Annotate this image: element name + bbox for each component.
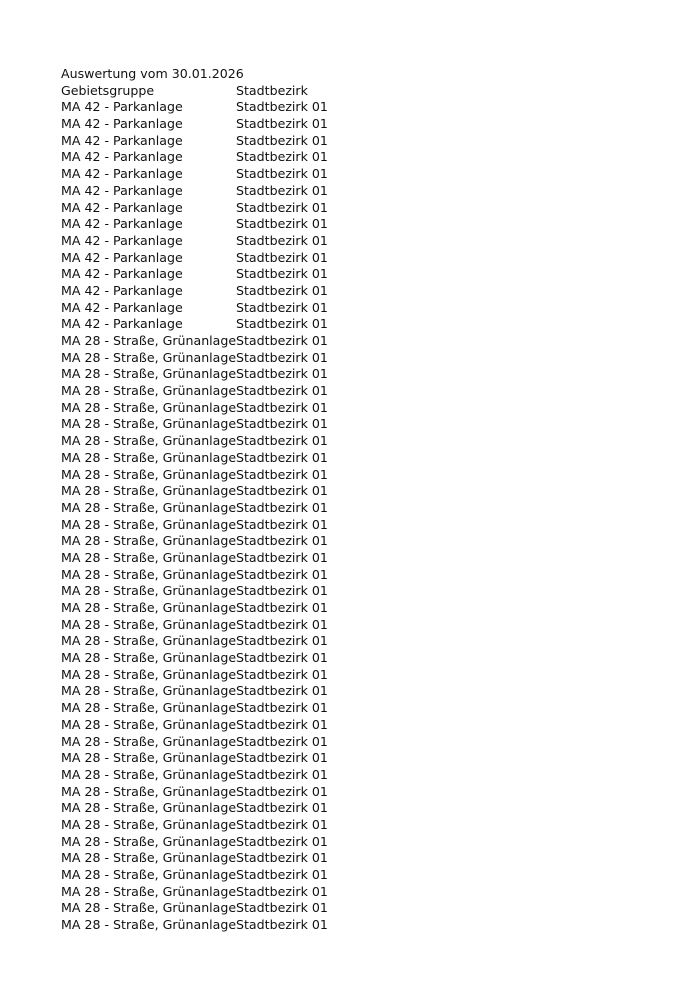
cell-gebietsgruppe: MA 42 - Parkanlage	[61, 199, 183, 215]
cell-stadtbezirk: Stadtbezirk 01	[236, 216, 328, 232]
table-row	[61, 817, 328, 834]
cell-stadtbezirk: Stadtbezirk 01	[236, 600, 328, 615]
cell-stadtbezirk: Stadtbezirk 01	[236, 199, 328, 215]
cell-stadtbezirk: Stadtbezirk 01	[236, 299, 328, 315]
table-row	[61, 200, 328, 217]
cell-gebietsgruppe: MA 28 - Straße, Grünanlage	[61, 399, 237, 415]
cell-gebietsgruppe: MA 28 - Straße, Grünanlage	[61, 483, 237, 499]
cell-gebietsgruppe: MA 28 - Straße, Grünanlage	[61, 633, 237, 649]
table-row	[61, 550, 328, 567]
table-row	[61, 416, 328, 433]
cell-gebietsgruppe: MA 28 - Straße, Grünanlage	[61, 666, 237, 682]
cell-stadtbezirk: Stadtbezirk 01	[236, 650, 328, 666]
table-row	[61, 700, 328, 717]
cell-stadtbezirk: Stadtbezirk 01	[236, 333, 328, 348]
cell-stadtbezirk: Stadtbezirk 01	[236, 883, 328, 899]
cell-gebietsgruppe: MA 28 - Straße, Grünanlage	[61, 683, 237, 699]
table-row	[61, 650, 328, 667]
table-header	[61, 83, 328, 100]
table-row	[61, 183, 328, 200]
table-row	[61, 834, 328, 851]
table-row	[61, 233, 328, 250]
table-row	[61, 316, 328, 333]
cell-gebietsgruppe: MA 28 - Straße, Grünanlage	[61, 650, 237, 666]
cell-stadtbezirk: Stadtbezirk 01	[236, 399, 328, 415]
table-row	[61, 617, 328, 634]
cell-stadtbezirk: Stadtbezirk 01	[236, 433, 328, 449]
table-row	[61, 500, 328, 517]
cell-stadtbezirk: Stadtbezirk 01	[236, 533, 328, 549]
table-row	[61, 867, 328, 884]
cell-gebietsgruppe: MA 28 - Straße, Grünanlage	[61, 716, 237, 732]
table-row	[61, 633, 328, 650]
cell-stadtbezirk: Stadtbezirk 01	[236, 733, 328, 749]
cell-gebietsgruppe: MA 28 - Straße, Grünanlage	[61, 917, 237, 933]
cell-gebietsgruppe: MA 28 - Straße, Grünanlage	[61, 833, 237, 849]
cell-stadtbezirk: Stadtbezirk 01	[236, 232, 328, 248]
cell-gebietsgruppe: MA 28 - Straße, Grünanlage	[61, 333, 237, 348]
table-row	[61, 567, 328, 584]
cell-gebietsgruppe: MA 28 - Straße, Grünanlage	[61, 449, 237, 465]
cell-stadtbezirk: Stadtbezirk 01	[236, 116, 328, 132]
table-row	[61, 917, 328, 934]
cell-gebietsgruppe: MA 28 - Straße, Grünanlage	[61, 700, 237, 716]
cell-gebietsgruppe: MA 28 - Straße, Grünanlage	[61, 499, 237, 515]
cell-gebietsgruppe: MA 42 - Parkanlage	[61, 216, 183, 232]
table-row	[61, 350, 328, 367]
table-row	[61, 900, 328, 917]
table-row	[61, 483, 328, 500]
table-row	[61, 800, 328, 817]
cell-gebietsgruppe: MA 42 - Parkanlage	[61, 282, 183, 298]
cell-stadtbezirk: Stadtbezirk 01	[236, 266, 328, 282]
table-row	[61, 784, 328, 801]
table-row	[61, 250, 328, 267]
cell-gebietsgruppe: MA 28 - Straße, Grünanlage	[61, 800, 237, 816]
cell-gebietsgruppe: MA 28 - Straße, Grünanlage	[61, 850, 237, 866]
table-row	[61, 767, 328, 784]
cell-gebietsgruppe: MA 28 - Straße, Grünanlage	[61, 600, 237, 615]
table-row	[61, 266, 328, 283]
cell-gebietsgruppe: MA 42 - Parkanlage	[61, 249, 183, 265]
cell-stadtbezirk: Stadtbezirk 01	[236, 833, 328, 849]
table-row	[61, 517, 328, 534]
cell-stadtbezirk: Stadtbezirk 01	[236, 182, 328, 198]
cell-gebietsgruppe: MA 42 - Parkanlage	[61, 316, 183, 332]
table-row	[61, 717, 328, 734]
cell-stadtbezirk: Stadtbezirk 01	[236, 499, 328, 515]
cell-gebietsgruppe: MA 28 - Straße, Grünanlage	[61, 616, 237, 632]
table-row	[61, 400, 328, 417]
cell-stadtbezirk: Stadtbezirk 01	[236, 867, 328, 882]
cell-stadtbezirk: Stadtbezirk 01	[236, 416, 328, 432]
table-row	[61, 283, 328, 300]
column-header-stadtbezirk: Stadtbezirk	[236, 82, 308, 98]
table-row	[61, 99, 328, 116]
table-row	[61, 467, 328, 484]
table-row	[61, 533, 328, 550]
cell-gebietsgruppe: MA 42 - Parkanlage	[61, 299, 183, 315]
table-row	[61, 133, 328, 150]
cell-stadtbezirk: Stadtbezirk 01	[236, 483, 328, 499]
cell-stadtbezirk: Stadtbezirk 01	[236, 917, 328, 933]
table-row	[61, 433, 328, 450]
cell-gebietsgruppe: MA 28 - Straße, Grünanlage	[61, 383, 237, 399]
table-row	[61, 450, 328, 467]
cell-gebietsgruppe: MA 42 - Parkanlage	[61, 132, 183, 148]
cell-gebietsgruppe: MA 28 - Straße, Grünanlage	[61, 783, 237, 799]
cell-stadtbezirk: Stadtbezirk 01	[236, 750, 328, 766]
cell-stadtbezirk: Stadtbezirk 01	[236, 716, 328, 732]
cell-stadtbezirk: Stadtbezirk 01	[236, 683, 328, 699]
cell-gebietsgruppe: MA 28 - Straße, Grünanlage	[61, 466, 237, 482]
table-row	[61, 683, 328, 700]
table-row	[61, 116, 328, 133]
cell-stadtbezirk: Stadtbezirk 01	[236, 700, 328, 716]
column-header-gebietsgruppe: Gebietsgruppe	[61, 82, 155, 98]
cell-gebietsgruppe: MA 42 - Parkanlage	[61, 166, 183, 182]
table-row	[61, 300, 328, 317]
cell-stadtbezirk: Stadtbezirk 01	[236, 850, 328, 866]
cell-stadtbezirk: Stadtbezirk 01	[236, 466, 328, 482]
cell-gebietsgruppe: MA 28 - Straße, Grünanlage	[61, 433, 237, 449]
cell-stadtbezirk: Stadtbezirk 01	[236, 549, 328, 565]
table-row	[61, 600, 328, 617]
cell-gebietsgruppe: MA 28 - Straße, Grünanlage	[61, 416, 237, 432]
cell-gebietsgruppe: MA 28 - Straße, Grünanlage	[61, 349, 237, 365]
cell-stadtbezirk: Stadtbezirk 01	[236, 99, 328, 115]
cell-stadtbezirk: Stadtbezirk 01	[236, 583, 328, 599]
cell-gebietsgruppe: MA 42 - Parkanlage	[61, 149, 183, 165]
cell-stadtbezirk: Stadtbezirk 01	[236, 249, 328, 265]
cell-gebietsgruppe: MA 42 - Parkanlage	[61, 266, 183, 282]
cell-gebietsgruppe: MA 28 - Straße, Grünanlage	[61, 366, 237, 382]
cell-stadtbezirk: Stadtbezirk 01	[236, 900, 328, 916]
table-row	[61, 216, 328, 233]
cell-stadtbezirk: Stadtbezirk 01	[236, 800, 328, 816]
cell-gebietsgruppe: MA 42 - Parkanlage	[61, 182, 183, 198]
cell-gebietsgruppe: MA 28 - Straße, Grünanlage	[61, 516, 237, 532]
cell-gebietsgruppe: MA 28 - Straße, Grünanlage	[61, 766, 237, 782]
table-row	[61, 667, 328, 684]
cell-gebietsgruppe: MA 42 - Parkanlage	[61, 99, 183, 115]
cell-stadtbezirk: Stadtbezirk 01	[236, 366, 328, 382]
table-row	[61, 333, 328, 350]
cell-stadtbezirk: Stadtbezirk 01	[236, 633, 328, 649]
cell-stadtbezirk: Stadtbezirk 01	[236, 132, 328, 148]
table-body	[61, 99, 328, 933]
cell-gebietsgruppe: MA 28 - Straße, Grünanlage	[61, 566, 237, 582]
cell-gebietsgruppe: MA 28 - Straße, Grünanlage	[61, 867, 237, 882]
cell-stadtbezirk: Stadtbezirk 01	[236, 816, 328, 832]
cell-gebietsgruppe: MA 28 - Straße, Grünanlage	[61, 883, 237, 899]
cell-gebietsgruppe: MA 28 - Straße, Grünanlage	[61, 733, 237, 749]
cell-stadtbezirk: Stadtbezirk 01	[236, 666, 328, 682]
cell-stadtbezirk: Stadtbezirk 01	[236, 316, 328, 332]
cell-gebietsgruppe: MA 28 - Straße, Grünanlage	[61, 549, 237, 565]
cell-gebietsgruppe: MA 28 - Straße, Grünanlage	[61, 816, 237, 832]
cell-stadtbezirk: Stadtbezirk 01	[236, 449, 328, 465]
cell-stadtbezirk: Stadtbezirk 01	[236, 766, 328, 782]
cell-stadtbezirk: Stadtbezirk 01	[236, 616, 328, 632]
cell-stadtbezirk: Stadtbezirk 01	[236, 516, 328, 532]
table-row	[61, 583, 328, 600]
table-row	[61, 149, 328, 166]
cell-stadtbezirk: Stadtbezirk 01	[236, 149, 328, 165]
report-table	[61, 66, 328, 934]
table-row	[61, 734, 328, 751]
cell-gebietsgruppe: MA 42 - Parkanlage	[61, 116, 183, 132]
table-row	[61, 750, 328, 767]
cell-stadtbezirk: Stadtbezirk 01	[236, 383, 328, 399]
cell-gebietsgruppe: MA 28 - Straße, Grünanlage	[61, 583, 237, 599]
cell-gebietsgruppe: MA 42 - Parkanlage	[61, 232, 183, 248]
cell-gebietsgruppe: MA 28 - Straße, Grünanlage	[61, 533, 237, 549]
report-title: Auswertung vom 30.01.2026	[61, 66, 244, 81]
cell-stadtbezirk: Stadtbezirk 01	[236, 566, 328, 582]
table-row	[61, 850, 328, 867]
cell-stadtbezirk: Stadtbezirk 01	[236, 166, 328, 182]
table-row	[61, 166, 328, 183]
table-row	[61, 366, 328, 383]
cell-gebietsgruppe: MA 28 - Straße, Grünanlage	[61, 900, 237, 916]
table-row	[61, 884, 328, 901]
cell-stadtbezirk: Stadtbezirk 01	[236, 282, 328, 298]
cell-stadtbezirk: Stadtbezirk 01	[236, 783, 328, 799]
table-row	[61, 383, 328, 400]
cell-stadtbezirk: Stadtbezirk 01	[236, 349, 328, 365]
cell-gebietsgruppe: MA 28 - Straße, Grünanlage	[61, 750, 237, 766]
